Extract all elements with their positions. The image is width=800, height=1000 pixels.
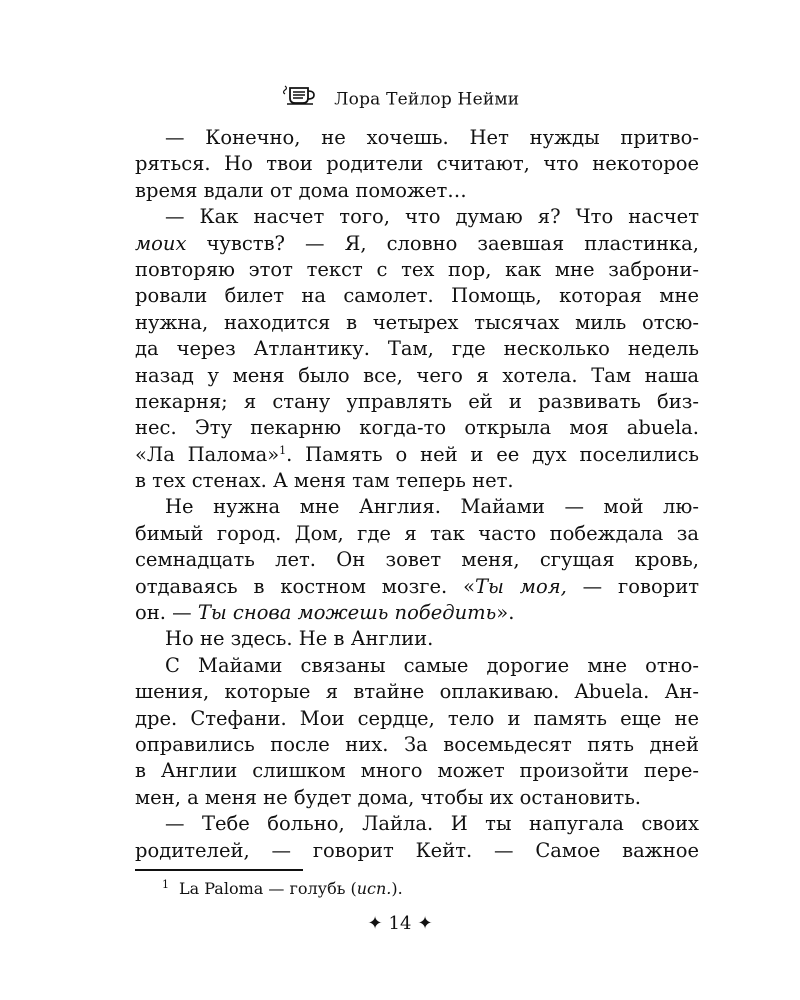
text-run: он. — bbox=[135, 601, 198, 625]
text-line: — Тебе больно, Лайла. И ты напугала своих bbox=[165, 812, 699, 836]
text-run: чувств? — Я, словно заевшая пластинка, bbox=[186, 231, 699, 255]
text-line: повторяю этот текст с тех пор, как мне заброни- bbox=[135, 257, 699, 281]
emphasis-text: Ты снова можешь победить bbox=[197, 601, 497, 625]
text-line: назад у меня было все, чего я хотела. Там наша bbox=[135, 363, 699, 387]
ornament-left: ✦ bbox=[367, 913, 383, 934]
text-run: «Ла Палома» bbox=[135, 442, 280, 466]
running-header bbox=[0, 88, 800, 111]
text-line: в Англии слишком много может произойти пере- bbox=[135, 759, 699, 783]
cup-icon bbox=[281, 84, 319, 111]
page-number bbox=[0, 913, 800, 934]
text-run: — говорит bbox=[566, 574, 699, 598]
text-line: нужна, находится в четырех тысячах миль отсю- bbox=[135, 310, 699, 334]
text-line: время вдали от дома поможет… bbox=[135, 178, 467, 202]
footnote-rule bbox=[135, 869, 303, 871]
text-line: С Майами связаны самые дорогие мне отно- bbox=[165, 653, 699, 677]
text-line: родителей, — говорит Кейт. — Самое важное bbox=[135, 838, 699, 862]
text-line: пекарня; я стану управлять ей и развивать биз- bbox=[135, 389, 699, 413]
text-line: дре. Стефани. Мои сердце, тело и память еще не bbox=[135, 706, 699, 730]
footnote-ref: 1 bbox=[279, 443, 287, 457]
text-line: Не нужна мне Англия. Майами — мой лю- bbox=[165, 495, 699, 519]
text-line bbox=[135, 600, 699, 626]
footnote-text-end: ). bbox=[391, 879, 403, 898]
text-line: — Как насчет того, что думаю я? Что насчет bbox=[165, 205, 699, 229]
text-line bbox=[135, 442, 699, 468]
text-line: оправились после них. За восемьдесят пять дней bbox=[135, 732, 699, 756]
emphasis-text: Ты моя, bbox=[475, 574, 567, 598]
text-line: шения, которые я втайне оплакиваю. Abuela. Ан- bbox=[135, 680, 699, 704]
text-line: семнадцать лет. Он зовет меня, сгущая кровь, bbox=[135, 548, 699, 572]
text-run: отдаваясь в костном мозге. « bbox=[135, 574, 476, 598]
footnote-mark: 1 bbox=[162, 878, 169, 891]
ornament-right: ✦ bbox=[417, 913, 433, 934]
text-line: бимый город. Дом, где я так часто побеждала за bbox=[135, 521, 699, 545]
text-line: нес. Эту пекарню когда-то открыла моя abuela. bbox=[135, 416, 699, 440]
author-name: Лора Тейлор Нейми bbox=[334, 89, 520, 110]
text-line: — Конечно, не хочешь. Нет нужды притво- bbox=[165, 126, 699, 149]
footnote-text: La Paloma — голубь ( bbox=[179, 879, 357, 898]
text-run: . Память о ней и ее дух поселились bbox=[286, 442, 699, 466]
body-text bbox=[135, 125, 699, 864]
text-run: ». bbox=[496, 601, 515, 625]
emphasis-text: моих bbox=[135, 231, 187, 255]
text-line: ровали билет на самолет. Помощь, которая мне bbox=[135, 284, 699, 308]
text-line bbox=[135, 574, 699, 600]
footnote bbox=[162, 878, 403, 898]
text-line: ряться. Но твои родители считают, что некоторое bbox=[135, 152, 699, 176]
text-line: да через Атлантику. Там, где несколько недель bbox=[135, 337, 699, 361]
footnote-language: исп. bbox=[356, 879, 392, 898]
text-line bbox=[135, 231, 699, 257]
text-line: в тех стенах. А меня там теперь нет. bbox=[135, 469, 514, 493]
text-line: Но не здесь. Не в Англии. bbox=[165, 627, 434, 651]
page-number-value: 14 bbox=[388, 913, 412, 934]
text-line: мен, а меня не будет дома, чтобы их остановить. bbox=[135, 785, 642, 809]
